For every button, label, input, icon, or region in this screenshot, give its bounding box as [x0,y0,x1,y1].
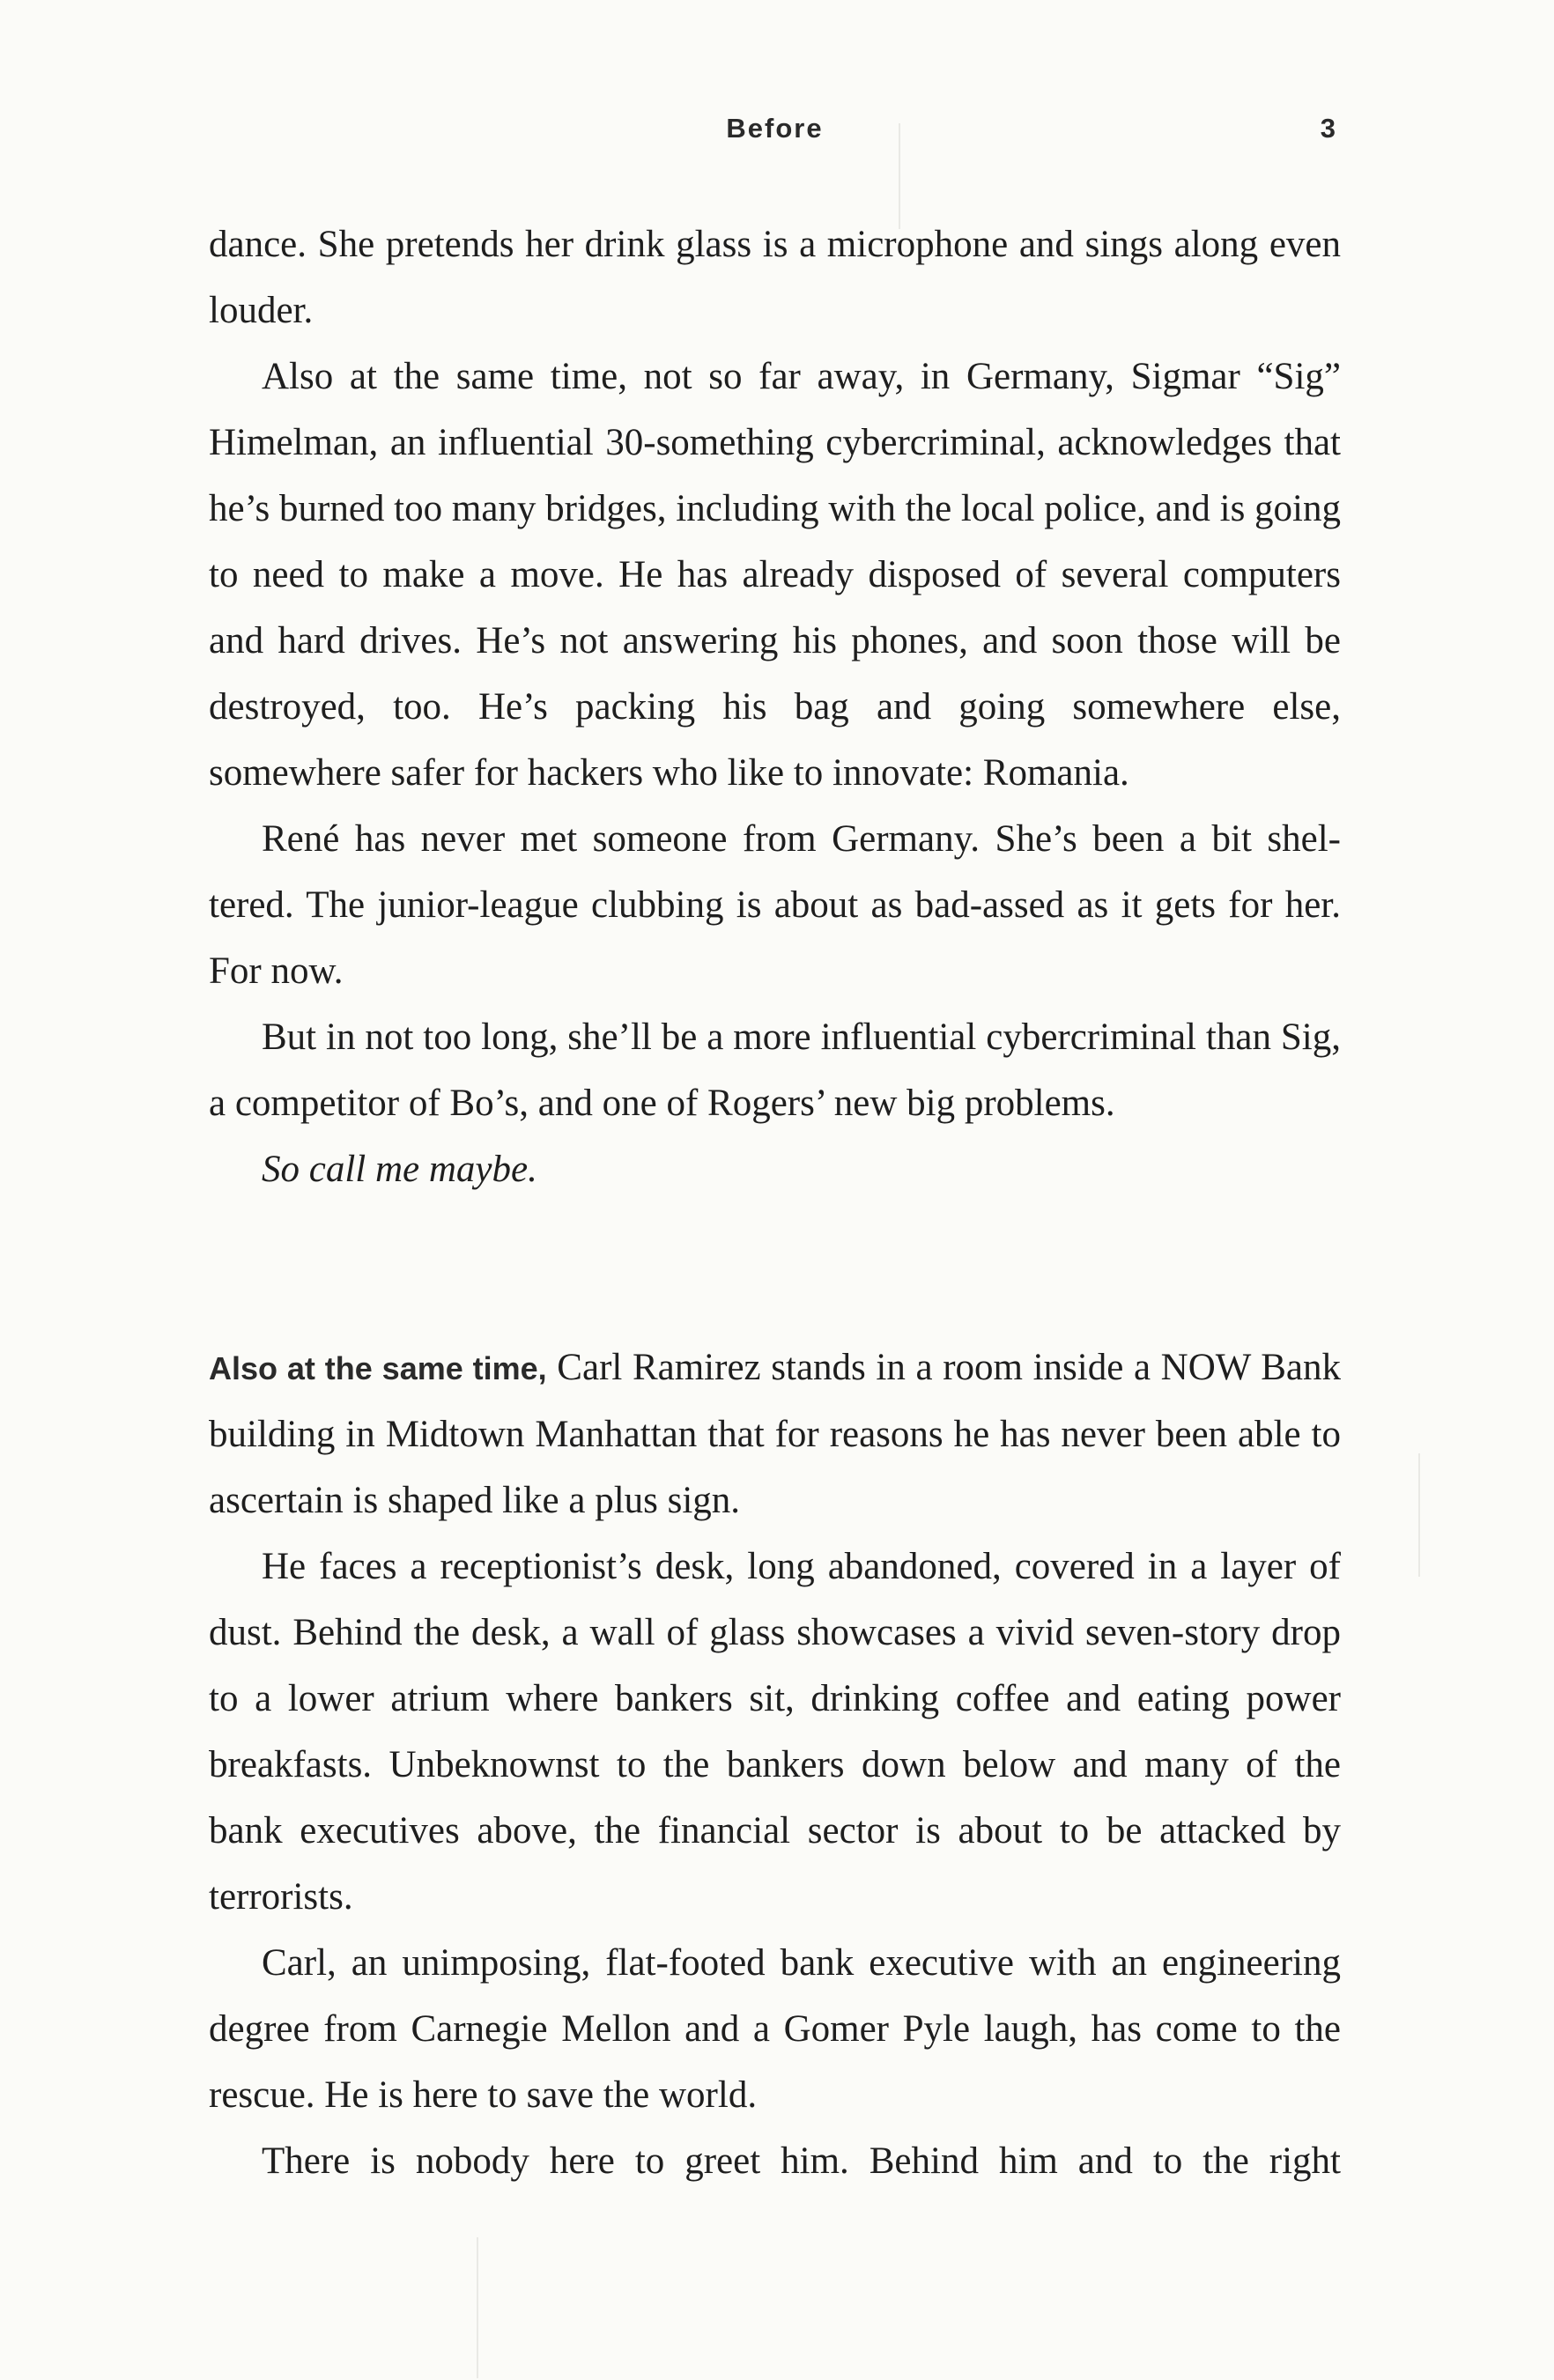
scan-artifact-line [1418,1453,1420,1577]
body-text [209,211,1341,2194]
paragraph-italic: So call me maybe. [262,1149,537,1190]
paragraph: But in not too long, she’ll be a more influential cybercriminal than Sig, a competitor of Bo’s, and one of Rogers’ new big problems. [209,1016,1341,1124]
paragraph: dance. She pretends her drink glass is a microphone and sings along even louder. [209,224,1341,331]
paragraph: There is nobody here to greet him. Behind him and to the right [262,2140,1341,2182]
paragraph-text: Carl Ramirez stands in a room inside a NOW Bank building in Midtown Manhattan that for reasons he has never been able to ascertain is shaped like a plus sign. [209,1347,1341,1521]
paragraph: Also at the same time, not so far away, in Germany, Sigmar “Sig” Himelman, an influential 30-something cybercriminal, acknowledges that he’s burned too many bridges, including with the local police, and is going to need to make a move. He has already disposed of several computers and hard drives. He’s not answering his phones, and soon those will be destroyed, too. He’s packing his bag and going somewhere else, somewhere safer for hackers who like to innovate: Romania. [209,356,1341,794]
running-head: Before [726,113,824,144]
paragraph: René has never met someone from Germany. She’s been a bit sheltered. The junior-league clubbing is about as bad-assed as it gets for her. For now. [209,818,1341,992]
paragraph: He faces a receptionist’s desk, long abandoned, covered in a layer of dust. Behind the desk, a wall of glass showcases a vivid seven-story drop to a lower atrium where bankers sit, drinking coffee and eating power breakfasts. Unbeknownst to the bankers down below and many of the bank executives above, the financial sector is about to be attacked by terrorists. [209,1546,1341,1918]
section-lead-in: Also at the same time, [209,1350,547,1386]
page-header [209,113,1341,157]
page-number: 3 [1320,113,1336,144]
paragraph: Carl, an unimposing, flat-footed bank executive with an engineering degree from Carnegie Mellon and a Gomer Pyle laugh, has come to the rescue. He is here to save the world. [209,1942,1341,2116]
scan-artifact-line [477,2237,478,2378]
section-start-paragraph [209,1334,1341,1534]
